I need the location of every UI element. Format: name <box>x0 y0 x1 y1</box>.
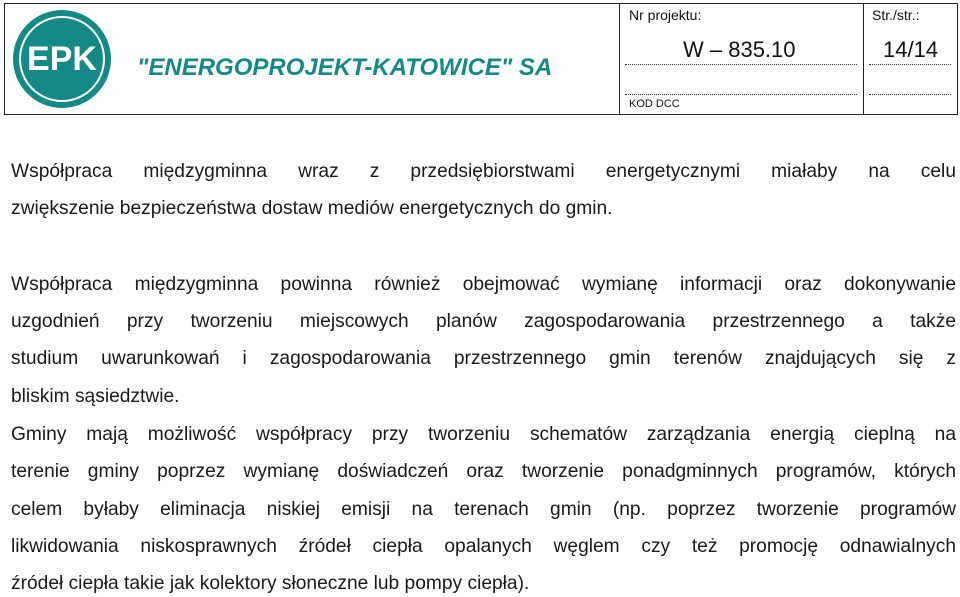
page-label: Str./str.: <box>872 7 920 23</box>
paragraph-line: uzgodnień przy tworzeniu miejscowych planów zagospodarowania przestrzennego a także <box>11 311 956 332</box>
project-label: Nr projektu: <box>629 7 702 23</box>
company-name: "ENERGOPROJEKT-KATOWICE" SA <box>137 54 553 81</box>
code-label: KOD DCC <box>629 98 680 110</box>
project-cell <box>619 4 864 114</box>
paragraph-line: celem byłaby eliminacja niskiej emisji na terenach gmin (np. poprzez tworzenie programów <box>11 499 956 520</box>
page-cell <box>863 4 957 114</box>
paragraph-line: bliskim sąsiedztwie. <box>11 386 180 407</box>
dotted-rule <box>869 94 951 95</box>
logo-cell <box>5 4 620 114</box>
dotted-rule <box>869 64 951 65</box>
paragraph-line: Współpraca międzygminna powinna również obejmować wymianę informacji oraz dokonywanie <box>11 274 956 295</box>
paragraph-line: likwidowania niskosprawnych źródeł ciepła opalanych węglem czy też promocję odnawialnych <box>11 536 956 557</box>
paragraph-line: Współpraca międzygminna wraz z przedsiębiorstwami energetycznymi miałaby na celu <box>11 161 956 182</box>
logo-text: EPK <box>27 40 97 78</box>
dotted-rule <box>625 94 857 95</box>
paragraph-line: zwiększenie bezpieczeństwa dostaw mediów energetycznych do gmin. <box>11 198 613 219</box>
paragraph-line: terenie gminy poprzez wymianę doświadczeń oraz tworzenie ponadgminnych programów, których <box>11 461 956 482</box>
paragraph-line: źródeł ciepła takie jak kolektory słoneczne lub pompy ciepła). <box>11 573 530 594</box>
page-number: 14/14 <box>883 37 939 62</box>
paragraph-line: studium uwarunkowań i zagospodarowania przestrzennego gmin terenów znajdujących się z <box>11 348 956 369</box>
epk-logo <box>11 8 113 110</box>
paragraph-line: Gminy mają możliwość współpracy przy tworzeniu schematów zarządzania energią cieplną na <box>11 424 956 445</box>
document-header <box>4 3 958 115</box>
project-number: W – 835.10 <box>683 37 796 62</box>
dotted-rule <box>625 64 857 65</box>
